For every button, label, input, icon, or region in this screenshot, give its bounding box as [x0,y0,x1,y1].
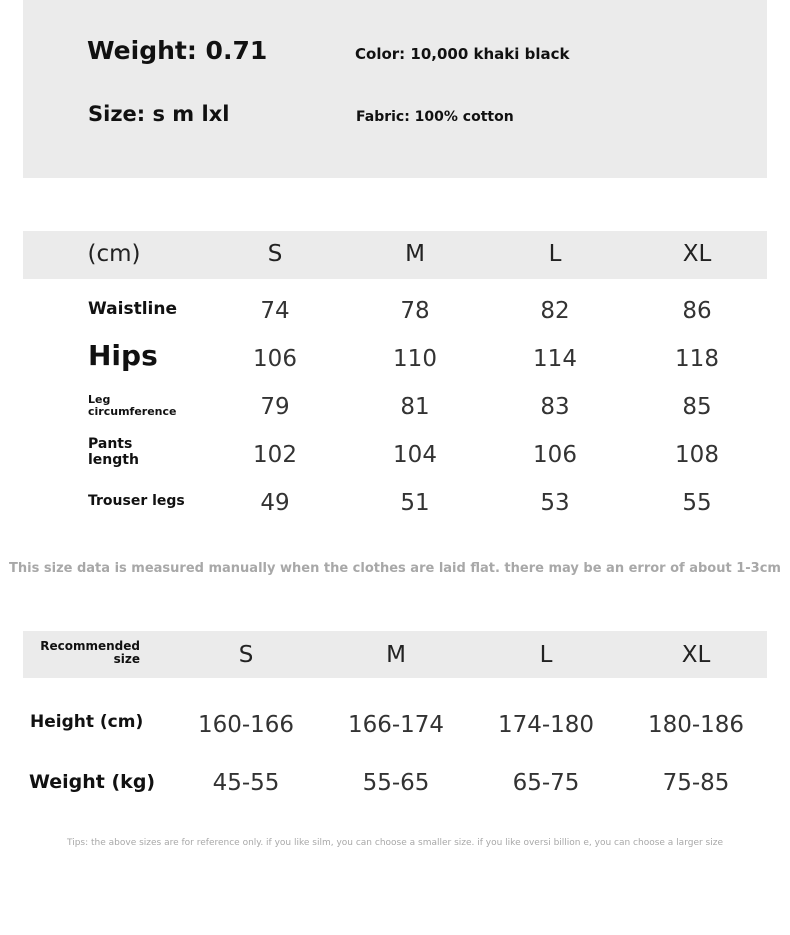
table-cell: 45-55 [212,770,280,796]
size-col-header: S [267,241,283,267]
measurement-note: This size data is measured manually when the clothes are laid flat. there may be an error of about 1-3cm [9,561,781,576]
size-col-header: M [405,241,425,267]
unit-header: (cm) [87,241,141,267]
table-cell: 102 [253,442,297,468]
row-label-trouser-legs: Trouser legs [88,493,185,509]
row-label-line: circumference [88,405,177,418]
row-label-waistline: Waistline [88,299,177,319]
table-cell: 106 [253,346,297,372]
size-col-header: S [238,642,254,668]
tips-note: Tips: the above sizes are for reference only. if you like silm, you can choose a smaller size. if you like oversi billion e, you can choose a larger size [66,838,723,848]
size-col-header: L [539,642,553,668]
table-cell: 55 [682,490,712,516]
table-cell: 108 [675,442,719,468]
table-cell: 83 [540,394,570,420]
table-cell: 118 [675,346,719,372]
table-cell: 51 [400,490,430,516]
color-info: Color: 10,000 khaki black [355,45,570,63]
table-cell: 79 [260,394,290,420]
table-cell: 55-65 [362,770,430,796]
table-cell: 180-186 [647,712,745,738]
table-cell: 174-180 [497,712,595,738]
product-info-panel [23,0,767,178]
recommended-size-label [40,640,140,666]
row-label-leg-circumference [88,394,176,418]
row-label-line: length [88,452,139,468]
size-col-header: XL [681,642,711,668]
table-cell: 106 [533,442,577,468]
table-cell: 53 [540,490,570,516]
table-cell: 104 [393,442,437,468]
row-label-pants-length [88,436,139,468]
size-col-header: M [386,642,406,668]
table-cell: 110 [393,346,437,372]
table-cell: 166-174 [347,712,445,738]
table-cell: 74 [260,298,290,324]
row-label-line: Leg [88,393,111,406]
size-col-header: L [548,241,562,267]
label-line: size [113,652,140,666]
row-label-hips: Hips [88,339,158,372]
label-line: Recommended [40,639,140,653]
size-col-header: XL [682,241,712,267]
table-cell: 86 [682,298,712,324]
row-label-line: Pants [88,436,133,452]
table-cell: 65-75 [512,770,580,796]
table-cell: 78 [400,298,430,324]
table-cell: 81 [400,394,430,420]
weight-info: Weight: 0.71 [87,36,268,65]
table-cell: 82 [540,298,570,324]
table-cell: 160-166 [197,712,295,738]
table-cell: 49 [260,490,290,516]
table-cell: 75-85 [662,770,730,796]
row-label-weight: Weight (kg) [29,771,156,793]
size-info: Size: s m lxl [88,102,230,126]
fabric-info: Fabric: 100% cotton [356,109,514,125]
row-label-height: Height (cm) [30,712,144,732]
table-cell: 114 [533,346,577,372]
table-cell: 85 [682,394,712,420]
